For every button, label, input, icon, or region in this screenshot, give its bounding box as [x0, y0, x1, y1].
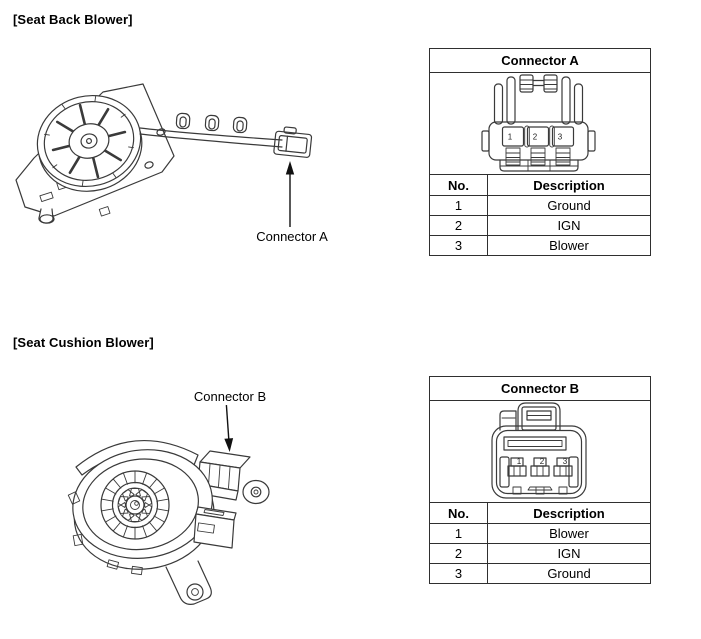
connector-b-callout-label: Connector B [193, 389, 267, 404]
pin-number-cell: 3 [430, 564, 488, 584]
pin-description-cell: IGN [488, 544, 651, 564]
table-row [430, 196, 651, 216]
table-row [430, 544, 651, 564]
pin-number-cell: 1 [430, 524, 488, 544]
pin-3-label: 3 [562, 457, 568, 466]
outlet-duct [194, 507, 236, 548]
pin-number-cell: 2 [430, 216, 488, 236]
pin-description-cell: Blower [488, 236, 651, 256]
pin-number-cell: 1 [430, 196, 488, 216]
pin-description-cell: IGN [488, 216, 651, 236]
col-header-no: No. [430, 175, 488, 196]
connector-b-table-title: Connector B [430, 377, 651, 401]
seat-cushion-blower-heading: [Seat Cushion Blower] [13, 335, 154, 350]
table-row [430, 564, 651, 584]
connector-b-table [429, 376, 651, 584]
pin-description-cell: Ground [488, 196, 651, 216]
pin-number-cell: 2 [430, 544, 488, 564]
bottom-bracket [166, 561, 211, 604]
col-header-description: Description [488, 503, 651, 524]
seat-cushion-blower-illustration [48, 415, 283, 625]
connector-b-pin-diagram [430, 401, 648, 502]
pin-1-label: 1 [507, 132, 513, 142]
impeller [101, 471, 169, 539]
pin-number-cell: 3 [430, 236, 488, 256]
pin-2-label: 2 [539, 457, 545, 466]
connector-a-table-title: Connector A [430, 49, 651, 73]
connector-a-callout-arrow [281, 158, 299, 230]
pin-2-label: 2 [532, 132, 538, 142]
connector-a-callout-label: Connector A [256, 229, 328, 244]
pin-description-cell: Blower [488, 524, 651, 544]
side-bracket [243, 481, 269, 504]
pin-1-label: 1 [516, 457, 522, 466]
col-header-no: No. [430, 503, 488, 524]
col-header-description: Description [488, 175, 651, 196]
table-row [430, 216, 651, 236]
harness-connector [274, 126, 313, 158]
table-row [430, 236, 651, 256]
seat-back-blower-heading: [Seat Back Blower] [13, 12, 133, 27]
pin-description-cell: Ground [488, 564, 651, 584]
connector-a-pin-diagram [430, 73, 648, 174]
connector-a-table [429, 48, 651, 256]
table-row [430, 524, 651, 544]
pin-3-label: 3 [557, 132, 563, 142]
